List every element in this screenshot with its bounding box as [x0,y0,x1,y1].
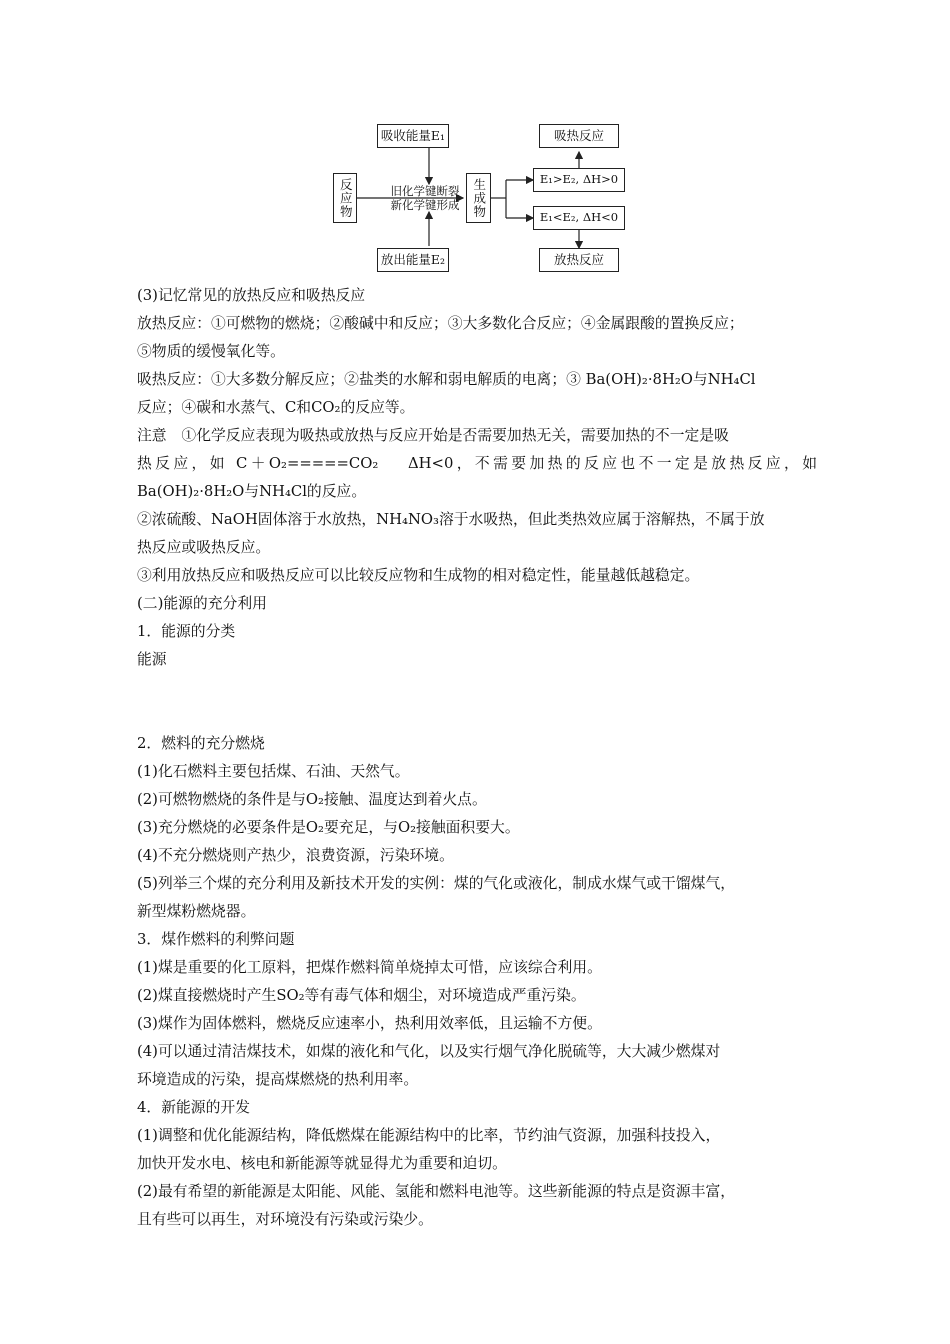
note-2-cont: 热反应或吸热反应。 [137,539,271,556]
bond-form-label: 新化学键形成 [390,198,460,213]
new-energy-item-2-cont: 且有些可以再生，对环境没有污染或污染少。 [137,1211,433,1228]
fuel-item-5-cont: 新型煤粉燃烧器。 [137,903,256,920]
blank-gap [137,674,817,730]
exo-condition-box: E₁<E₂, ΔH<0 [533,206,625,230]
endothermic-list-cont: 反应；④碳和水蒸气、C和CO₂的反应等。 [137,399,415,416]
new-energy-item-1-cont: 加快开发水电、核电和新能源等就显得尤为重要和迫切。 [137,1155,507,1172]
exothermic-list-cont: ⑤物质的缓慢氧化等。 [137,343,285,360]
fuel-item-5: (5)列举三个煤的充分利用及新技术开发的实例：煤的气化或液化，制成水煤气或干馏煤气， [137,875,736,892]
new-energy-item-1: (1)调整和优化能源结构，降低燃煤在能源结构中的比率，节约油气资源，加强科技投入， [137,1127,721,1144]
endothermic-box: 吸热反应 [539,124,619,148]
release-energy-box: 放出能量E₂ [377,248,449,272]
subheading-1: 1．能源的分类 [137,623,236,640]
products-box: 生成物 [466,173,491,223]
energy-label: 能源 [137,651,167,668]
endo-condition-box: E₁>E₂, ΔH>0 [533,168,625,192]
coal-item-3: (3)煤作为固体燃料，燃烧反应速率小，热利用效率低，且运输不方便。 [137,1015,602,1032]
note-3: ③利用放热反应和吸热反应可以比较反应物和生成物的相对稳定性，能量越低越稳定。 [137,567,700,584]
absorb-energy-box: 吸收能量E₁ [377,124,449,148]
reactants-box: 反应物 [333,173,357,223]
fuel-item-1: (1)化石燃料主要包括煤、石油、天然气。 [137,763,410,780]
fuel-item-4: (4)不充分燃烧则产热少，浪费资源，污染环境。 [137,847,454,864]
note-1-cont: 热反应，如 C＋O₂=====CO₂ ΔH<0，不需要加热的反应也不一定是放热反应，如 [137,455,817,472]
document-body [137,282,817,1234]
section-heading: (二)能源的充分利用 [137,595,267,612]
coal-item-1: (1)煤是重要的化工原料，把煤作燃料简单烧掉太可惜，应该综合利用。 [137,959,602,976]
note-1: 注意 ①化学反应表现为吸热或放热与反应开始是否需要加热无关，需要加热的不一定是吸 [137,427,729,444]
new-energy-item-2: (2)最有希望的新能源是太阳能、风能、氢能和燃料电池等。这些新能源的特点是资源丰富， [137,1183,736,1200]
fuel-item-3: (3)充分燃烧的必要条件是O₂要充足，与O₂接触面积要大。 [137,819,520,836]
exothermic-box: 放热反应 [539,248,619,272]
fuel-item-2: (2)可燃物燃烧的条件是与O₂接触、温度达到着火点。 [137,791,487,808]
coal-item-4: (4)可以通过清洁煤技术，如煤的液化和气化，以及实行烟气净化脱硫等，大大减少燃煤对 [137,1043,721,1060]
heading-3: (3)记忆常见的放热反应和吸热反应 [137,287,366,304]
note-1-end: Ba(OH)₂·8H₂O与NH₄Cl的反应。 [137,483,367,500]
subheading-2: 2．燃料的充分燃烧 [137,735,265,752]
bond-break-label: 旧化学键断裂 [390,184,460,198]
coal-item-2: (2)煤直接燃烧时产生SO₂等有毒气体和烟尘，对环境造成严重污染。 [137,987,586,1004]
note-2: ②浓硫酸、NaOH固体溶于水放热，NH₄NO₃溶于水吸热，但此类热效应属于溶解热，不属于放 [137,511,765,528]
coal-item-4-cont: 环境造成的污染，提高煤燃烧的热利用率。 [137,1071,419,1088]
subheading-3: 3．煤作燃料的利弊问题 [137,931,295,948]
endothermic-list: 吸热反应：①大多数分解反应；②盐类的水解和弱电解质的电离；③ Ba(OH)₂·8H₂O与NH₄Cl [137,371,756,388]
exothermic-list: 放热反应：①可燃物的燃烧；②酸碱中和反应；③大多数化合反应；④金属跟酸的置换反应； [137,315,744,332]
subheading-4: 4．新能源的开发 [137,1099,250,1116]
energy-diagram [325,118,635,278]
